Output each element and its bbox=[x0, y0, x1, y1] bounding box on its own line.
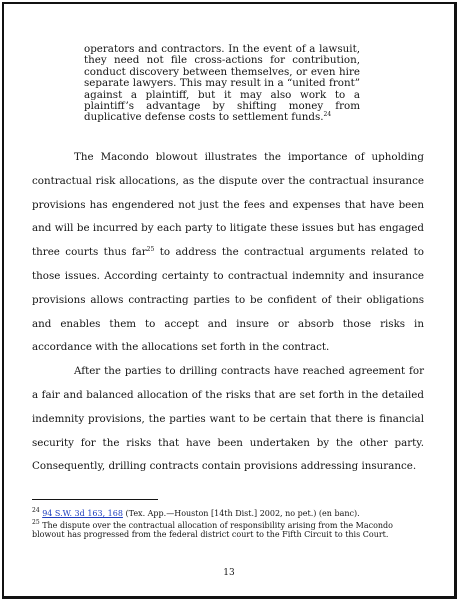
footnotes bbox=[32, 509, 424, 542]
citation-link[interactable]: 94 S.W. 3d 163, 168 bbox=[42, 509, 123, 518]
body-text bbox=[32, 146, 424, 479]
footnote-24 bbox=[32, 509, 424, 519]
footnote-ref-24[interactable]: 24 bbox=[323, 111, 332, 119]
paragraph-text: to address the contractual arguments related to those issues. According certainty to contractual indemnity and insurance provisions allows contracting parties to be confident of their obligations and enables them to accept and insure or absorb those risks in accordance with the allocations set forth in the contract. bbox=[32, 246, 424, 354]
footnote-25 bbox=[32, 518, 424, 540]
footnote-ref-25[interactable]: 25 bbox=[146, 246, 155, 254]
page-number: 13 bbox=[223, 568, 235, 578]
paragraph-macondo bbox=[32, 146, 424, 360]
footnote-text: The dispute over the contractual allocation of responsibility arising from the Macondo blowout has progressed from the federal district court to the Fifth Circuit to this Court. bbox=[32, 520, 393, 540]
footnote-number: 24 bbox=[32, 507, 40, 514]
paragraph-text: The Macondo blowout illustrates the importance of upholding contractual risk allocations, as the dispute over the contractual insurance provisions has engendered not just the fees and expenses that have been and will be incurred by each party to litigate these issues but has engaged three courts thus far bbox=[32, 151, 424, 259]
footnote-separator bbox=[32, 499, 158, 500]
paragraph-insurance: After the parties to drilling contracts have reached agreement for a fair and balanced allocation of the risks that are set forth in the detailed indemnity provisions, the parties want to be certain that there is financial security for the risks that have been undertaken by the other party. Consequently, drilling contracts contain provisions addressing insurance. bbox=[32, 365, 424, 473]
footnote-text: (Tex. App.—Houston [14th Dist.] 2002, no pet.) (en banc). bbox=[122, 509, 360, 518]
quote-text: operators and contractors. In the event of a lawsuit, they need not file cross-actions for contribution, conduct discovery between themselves, or even hire separate lawyers. This may result in a “united front” against a plaintiff, but it may also work to a plaintiff’s advantage by shifting money from duplicative defense costs to settlement funds. bbox=[84, 43, 360, 124]
block-quote bbox=[84, 44, 360, 124]
block-quote-text bbox=[84, 44, 360, 124]
footnote-number: 25 bbox=[32, 518, 40, 526]
